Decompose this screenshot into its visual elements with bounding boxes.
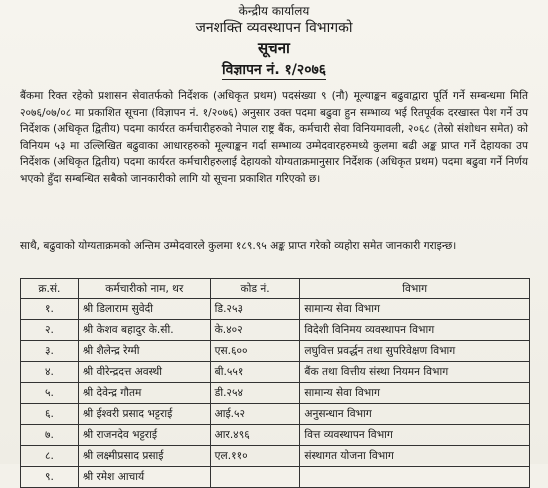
cell-serial: १. (21, 299, 79, 320)
cell-serial: ७. (21, 425, 79, 446)
cell-code: डि.२५३ (210, 299, 300, 320)
cell-serial: ८. (21, 446, 79, 467)
table-row (21, 467, 530, 488)
cell-code: डी.२५४ (210, 383, 300, 404)
cell-serial: ९. (21, 467, 79, 488)
header-department: विभाग (300, 279, 530, 299)
ad-number-line (0, 60, 548, 79)
cell-name: श्री वीरेन्द्रदत्त अवस्थी (78, 362, 210, 383)
table-row (21, 341, 530, 362)
cell-serial: ४. (21, 362, 79, 383)
cell-department: लघुवित्त प्रवर्द्धन तथा सुपरिवेक्षण विभाग (300, 341, 530, 362)
cell-name: श्री डिलाराम सुवेदी (78, 299, 210, 320)
cell-code: आई.५२ (210, 404, 300, 425)
cell-name: श्री ईश्वरी प्रसाद भट्टराई (78, 404, 210, 425)
cell-code: आर.४९६ (210, 425, 300, 446)
cell-department: संस्थागत योजना विभाग (300, 446, 530, 467)
cell-department: बैंक तथा वित्तीय संस्था नियमन विभाग (300, 362, 530, 383)
cell-code: एस.६०० (210, 341, 300, 362)
header-code: कोड नं. (210, 279, 300, 299)
cell-serial: २. (21, 320, 79, 341)
cell-name: श्री राजनदेव भट्टराई (78, 425, 210, 446)
body-paragraph-1: बैंकमा रिक्त रहेको प्रशासन सेवातर्फको निर्देशक (अधिकृत प्रथम) पदसंख्या ९ (नौ) मूल्याङ्कन बढुवाद्वारा पूर्ति गर्ने सम्बन्धमा मिति २०७६/०७/०८ मा प्रकाशित सूचना (विज्ञापन नं. १/२०७६) अनुसार उक्त पदमा बढुवा हुन सम्भाव्य भई रितपूर्वक दरखास्त पेश गर्ने उप निर्देशक (अधिकृत द्वितीय) पदमा कार्यरत कर्मचारीहरुको नेपाल राष्ट्र बैंक, कर्मचारी सेवा विनियमावली, २०६८ (तेस्रो संशोधन समेत) को विनियम ५३ मा उल्लिखित बढुवाका आधारहरुको मूल्याङ्कन गर्दा सम्भाव्य उम्मेदवारहरुमध्ये कुलमा बढी अङ्क प्राप्त गर्ने देहायका उप निर्देशक (अधिकृत द्वितीय) पदमा कार्यरत कर्मचारीहरुलाई देहायको योग्यताक्रमानुसार निर्देशक (अधिकृत प्रथम) पदमा बढुवा गर्ने निर्णय भएको हुँदा सम्बन्धित सबैको जानकारीको लागि यो सूचना प्रकाशित गरिएको छ। (20, 90, 528, 185)
office-title: केन्द्रीय कार्यालय (238, 4, 310, 18)
cell-serial: ६. (21, 404, 79, 425)
table-row (21, 404, 530, 425)
cell-code: बी.५५१ (210, 362, 300, 383)
table-row (21, 383, 530, 404)
cell-name: श्री रमेश आचार्य (78, 467, 210, 488)
cell-department: सामान्य सेवा विभाग (300, 299, 530, 320)
table-row (21, 425, 530, 446)
table-row (21, 320, 530, 341)
cell-department: सामान्य सेवा विभाग (300, 383, 530, 404)
promotion-table (20, 278, 530, 488)
notice-heading: सूचना (258, 39, 290, 57)
header-name: कर्मचारीको नाम, थर (78, 279, 210, 299)
table-row (21, 362, 530, 383)
body-paragraph-2: साथै, बढुवाको योग्यताक्रमको अन्तिम उम्मेदवारले कुलमा १८९.९५ अङ्क प्राप्त गरेको व्यहोरा समेत जानकारी गराइन्छ। (20, 240, 457, 252)
header-serial: क्र.सं. (21, 279, 79, 299)
table-header-row (21, 279, 530, 299)
cell-department: अनुसन्धान विभाग (300, 404, 530, 425)
cell-name: श्री शैलेन्द्र रेग्मी (78, 341, 210, 362)
cell-department: वित्त व्यवस्थापन विभाग (300, 425, 530, 446)
cell-code (210, 467, 300, 488)
cell-serial: ५. (21, 383, 79, 404)
table-row (21, 299, 530, 320)
cell-code: एल.११० (210, 446, 300, 467)
cell-department (300, 467, 530, 488)
cell-name: श्री लक्ष्मीप्रसाद प्रसाई (78, 446, 210, 467)
ad-number: विज्ञापन नं. १/२०७६ (221, 62, 327, 78)
cell-name: श्री केशव बहादुर के.सी. (78, 320, 210, 341)
cell-department: विदेशी विनिमय व्यवस्थापन विभाग (300, 320, 530, 341)
cell-serial: ३. (21, 341, 79, 362)
table-row (21, 446, 530, 467)
cell-code: के.४०२ (210, 320, 300, 341)
cell-name: श्री देवेन्द्र गौतम (78, 383, 210, 404)
department-title: जनशक्ति व्यवस्थापन विभागको (195, 20, 353, 36)
